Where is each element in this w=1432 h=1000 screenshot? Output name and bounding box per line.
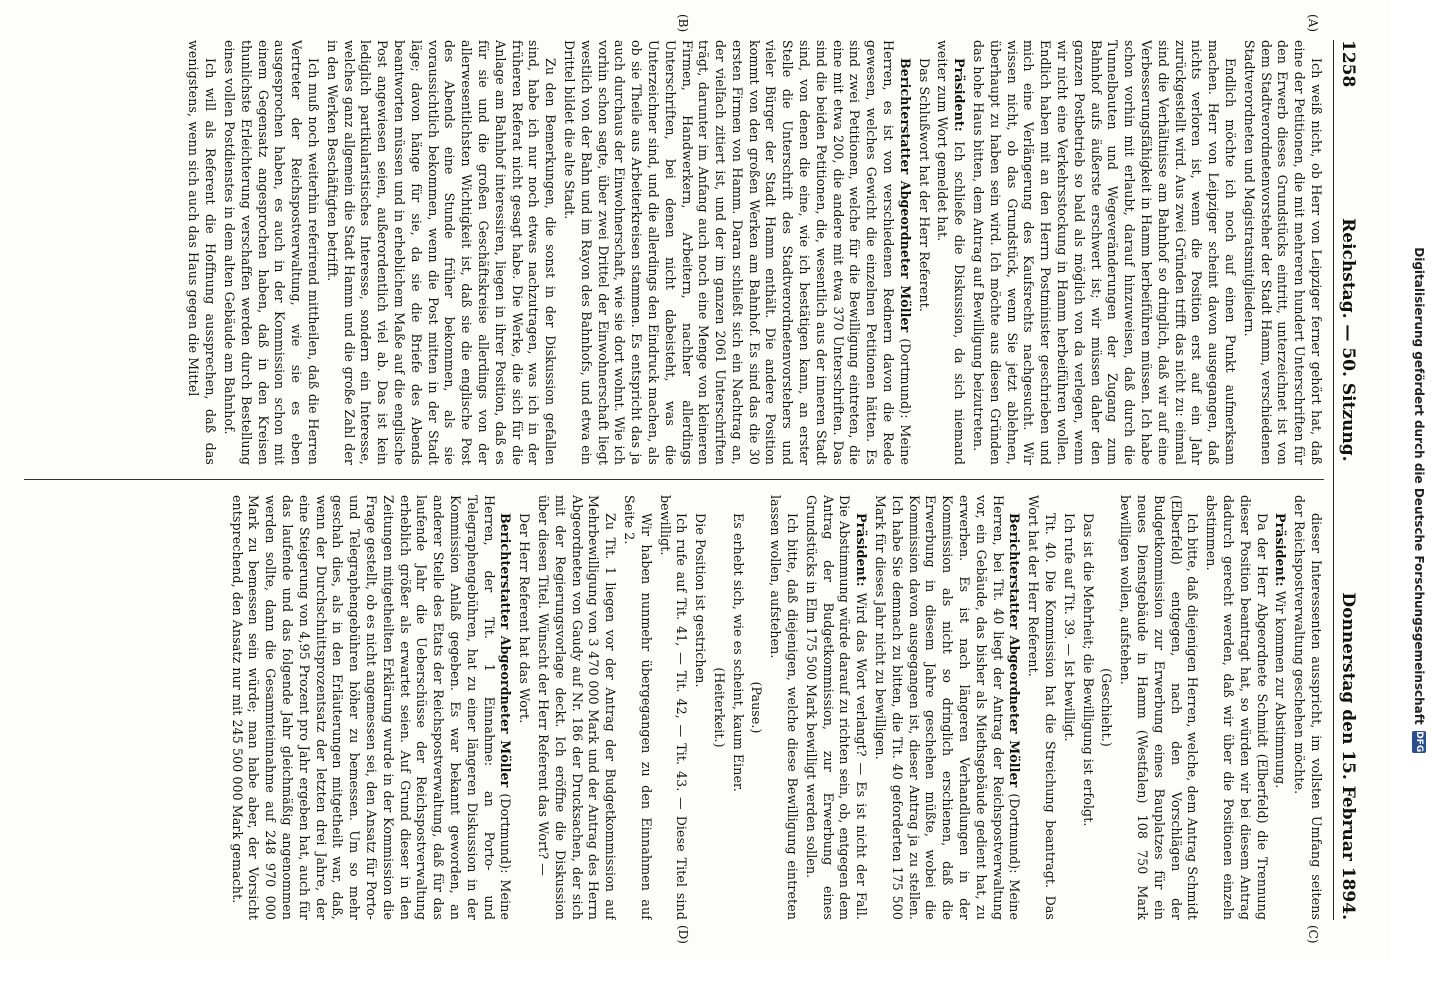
header-rule	[1333, 40, 1334, 920]
paragraph: Der Herr Referent hat das Wort.	[517, 513, 533, 724]
paragraph: Wir haben nunmehr übergegangen zu den Einnahmen auf Seite 2.	[621, 495, 654, 920]
page-number: 1258	[1338, 40, 1358, 88]
paragraph: Es erhebt sich, wie es scheint, kaum Einer.	[730, 513, 746, 792]
paragraph: Präsident: Ich schließe die Diskussion, da sich niemand weiter zum Wort gemeldet hat.	[935, 40, 968, 465]
paragraph: Ich will als Referent die Hoffnung aussprechen, daß das wenigstens, wenn sich auch das Haus gegen die Mittel	[186, 40, 219, 465]
paragraph: Berichterstatter Abgeordneter Möller (Dortmund): Meine Herren, es ist von verschiedenen Rednern davon die Rede gewesen, welches Gewicht die einzelnen Petitionen hätten. Es sind zwei Petitionen, welche für die Bewilligung eintreten, die eine mit etwa 200, die andere mit etwa 370 Unterschriften. Das sind die beiden Petitionen, die, wesentlich aus der inneren Stadt sind, von denen die eine, wie ich bestätigen kann, an erster Stelle die Unterschrift des Stadtverordnetenvorstehers und vieler Bürger der Stadt Hamm enthält. Die andere Position kommt von den großen Werken am Bahnhof. Es sind das die 30 ersten Firmen von Hamm. Daran schließt sich ein Nachtrag an, der vielfach zitiert ist, und der im ganzen 2061 Unterschriften trägt, darunter im Anfang auch noch eine Menge von kleineren Firmen, Handwerkern, Arbeitern, nachher allerdings Unterschriften, bei denen nicht dabeisteht, was die Unterzeichner sind, und die allerdings den Eindruck machen, als ob sie Theile aus Arbeiterkreisen stammen. Es entspricht das ja auch durchaus der Einwohnerschaft, wie sie dort wohnt. Wie ich vorhin schon sagte, über zwei Drittel der Einwohnerschaft liegt westlich von der Bahn und im Rayon des Bahnhofs, und etwa ein Drittel bildet die alte Stadt.	[561, 40, 913, 465]
paragraph: Berichterstatter Abgeordneter Möller (Dortmund): Meine Herren, der Tit. 1 Einnahme: an Porto- und Telegraphengebühren, hat zu einer längeren Diskussion in der Kommission Anlaß gegeben. Es war bekannt geworden, an anderer Stelle des Etats der Reichspostverwaltung, daß für das laufende Jahr die Ueberschüsse der Reichspostverwaltung erheblich größer als erwartet seien. Auf Grund dieser in den Zeitungen mitgetheilten Erklärung wurde in der Kommission die Frage gestellt, ob es nicht angemessen sei, den Ansatz für Porto- und Telegraphengebühren höher zu bemessen. Um so mehr geschah dies, als in den Erläuterungen mitgetheilt war, daß, wenn der Durchschnittsprozentsatz der letzten drei Jahre, der eine Steigerung von 4,95 Prozent pro Jahr ergeben hat, auch für das laufende und das folgende Jahr gleichmäßig angenommen werden sollte, dann die Gesammteinnahme auf 248 970 000 Mark zu bemessen sein würde; man habe aber, der Vorsicht entsprechend, den Ansatz nur mit 245 500 000 Mark gemacht.	[229, 495, 514, 920]
publication-title: Reichstag. — 50. Sitzung.	[1338, 218, 1358, 462]
session-date: Donnerstag den 15. Februar 1894.	[1338, 592, 1358, 920]
paragraph: Präsident: Wird das Wort verlangt? — Es ist nicht der Fall. Die Abstimmung würde darauf zu richten sein, ob, entgegen dem Antrag der Budgetkommission, zur Erwerbung eines Grundstücks in Elm 175 500 Mark bewilligt werden sollen.	[803, 495, 870, 920]
paragraph: Präsident: Wir kommen zur Abstimmung.	[1273, 513, 1289, 789]
paragraph: Ich bitte, daß diejenigen, welche diese Bewilligung eintreten lassen wollen, aufstehen.	[768, 495, 801, 920]
dfg-logo-icon: DFG	[1414, 731, 1424, 753]
paragraph: (Geschieht.)	[1099, 668, 1115, 747]
paragraph: Endlich möchte ich noch auf einen Punkt aufmerksam machen. Herr von Leipziger scheint davon ausgegangen, daß nichts verloren ist, wenn die Position erst auf ein Jahr zurückgestellt wird. Aus zwei Gründen trifft das nicht zu: einmal sind die Verhältnisse am Bahnhof so dringlich, daß wir auf eine Verbesserungsfähigkeit in Hamm herbeiführen müssen. Ich habe schon vorhin mit erlaubt, darauf hinzuweisen, daß durch die Tunnelbauten und Wegeveränderungen der Zugang zum Bahnhof aufs äußerste erschwert ist; wir müssen daher den ganzen Postbetrieb so bald als möglich von da verlegen, wenn wir nicht eine Verkehrsstockung in Hamm herbeiführen wollen. Endlich haben mit an den Herrn Postminister geschrieben und mich eine Verlängerung des Kaufsrechts nachgesucht. Wir wissen nicht, ob das Grundstück, wenn Sie jetzt ablehnen, überhaupt zu haben sein wird. Ich möchte aus diesen Gründen das hohe Haus bitten, dem Antrag auf Bewilligung beizutreten.	[971, 40, 1239, 465]
paragraph: Da der Herr Abgeordnete Schmidt (Elberfeld) die Trennung dieser Position beantragt hat, so würden wir bei diesem Antrag dadurch gerecht werden, daß wir über die Positionen einzeln abstimmen.	[1204, 495, 1270, 920]
left-column	[24, 40, 1324, 465]
paragraph: (Pause.)	[749, 681, 765, 734]
right-column	[24, 495, 1324, 920]
paragraph: Ich weiß nicht, ob Herr von Leipziger ferner gehört hat, daß eine der Petitionen, die mit mehreren hundert Unterschriften für den Erwerb dieses Grundstücks eintritt, unterzeichnet ist von dem Stadtverordnetenvorsteher der Stadt Hamm, verschiedenen Stadtverordneten und Magistratsmitgliedern.	[1241, 40, 1324, 465]
paragraph: Ich rufe auf Tit. 39. — Ist bewilligt.	[1061, 513, 1077, 742]
paragraph: dieser Interessenten ausspricht, im vollsten Umfang seitens der Reichspostverwaltung geschehen möchte.	[1292, 495, 1324, 920]
margin-mark-b: (B)	[676, 14, 690, 33]
paragraph: Berichterstatter Abgeordneter Möller (Dortmund): Meine Herren, bei Tit. 40 liegt der Antrag der Reichspostverwaltung vor, ein Gebäude, das bisher als Miethsgebäude gedient hat, zu erwerben. Es ist nach längeren Verhandlungen in der Kommission als nicht so dringlich erschienen, daß die Erwerbung in diesem Jahre geschehen müßte, wobei die Kommission davon ausgegangen ist, dieser Antrag ja zu stellen. Ich habe Sie demnach zu bitten, die Tit. 40 geforderten 175 500 Mark für dieses Jahr nicht zu bewilligen.	[873, 495, 1023, 920]
margin-mark-d: (D)	[676, 925, 690, 944]
paragraph: Zu Tit. 1 liegen vor der Antrag der Budgetkommission auf Mehrbewilligung von 3 470 000 Mark und der Antrag des Herrn Abgeordneten von Gaudy auf Nr. 186 der Drucksachen, der sich mit der Regierungsvorlage deckt. Ich eröffne die Diskussion über diesen Titel. Wünscht der Herr Referent das Wort? —	[535, 495, 619, 920]
paragraph: Die Position ist gestrichen.	[693, 513, 709, 688]
paragraph: Tit. 40. Die Kommission hat die Streichung beantragt. Das Wort hat der Herr Referent.	[1026, 495, 1059, 920]
margin-mark-c: (C)	[1306, 925, 1320, 944]
paragraph: Das Schlußwort hat der Herr Referent.	[916, 58, 932, 312]
paragraph: Ich muß noch weiterhin referirend mittheilen, daß die Herren Vertreter der Reichspostverwaltung, wie sie es eben ausgesprochen haben, es auch in der Kommission schon mit einem Gegensatz angesprochen haben, daß in den Kreisen thunlichste Erleichterung verschaffen werden durch Bestellung eines vollen Postdienstes in dem alten Gebäude am Bahnhof.	[222, 40, 321, 465]
paragraph: Das ist die Mehrheit; die Bewilligung ist erfolgt.	[1080, 513, 1096, 827]
paragraph: Zu den Bemerkungen, die sonst in der Diskussion gefallen sind, habe ich nur noch etwas nachzutragen, was ich in der früheren Referat nicht gesagt habe. Die Werke, die sich für die Anlage am Bahnhof interessiren, liegen in ihrer Position, daß es für sie und die großen Geschäftskreise allerdings von der allerwesentlichsten Wichtigkeit ist, daß sie die englische Post des Abends eine Stunde früher bekommen, als sie voraussichtlich bekommen, wenn die Post mitten in der Stadt läge; davon hänge für sie, da sie die Briefe des Abends beantworten müssen und in erheblichem Maße auf die englische Post angewiesen seien, außerordentlich viel ab. Das ist kein lediglich partikularistisches Interesse, sondern ein Interesse, welches ganz allgemein die Stadt Hamm und die große Zahl der in den Werken Beschäftigten betrifft.	[324, 40, 559, 465]
paragraph: Ich bitte, daß diejenigen Herren, welche, dem Antrag Schmidt (Elberfeld) entgegen, nach den Vorschlägen der Budgetkommission zur Erwerbung eines Bauplatzes für ein neues Dienstgebäude in Hamm (Westfalen) 108 750 Mark bewilligen wollen, aufstehen.	[1118, 495, 1201, 920]
footer-text: Digitalisierung gefördert durch die Deutsche Forschungsgemeinschaft	[1412, 247, 1426, 725]
paragraph: (Heiterkeit.)	[711, 667, 727, 748]
column-divider	[24, 479, 1324, 480]
paragraph: Ich rufe auf Tit. 41, — Tit. 42, — Tit. 43. — Diese Titel sind bewilligt.	[657, 495, 690, 920]
page-header	[1338, 40, 1368, 920]
margin-mark-a: (A)	[1306, 14, 1320, 33]
digitization-footer	[1406, 0, 1432, 1000]
